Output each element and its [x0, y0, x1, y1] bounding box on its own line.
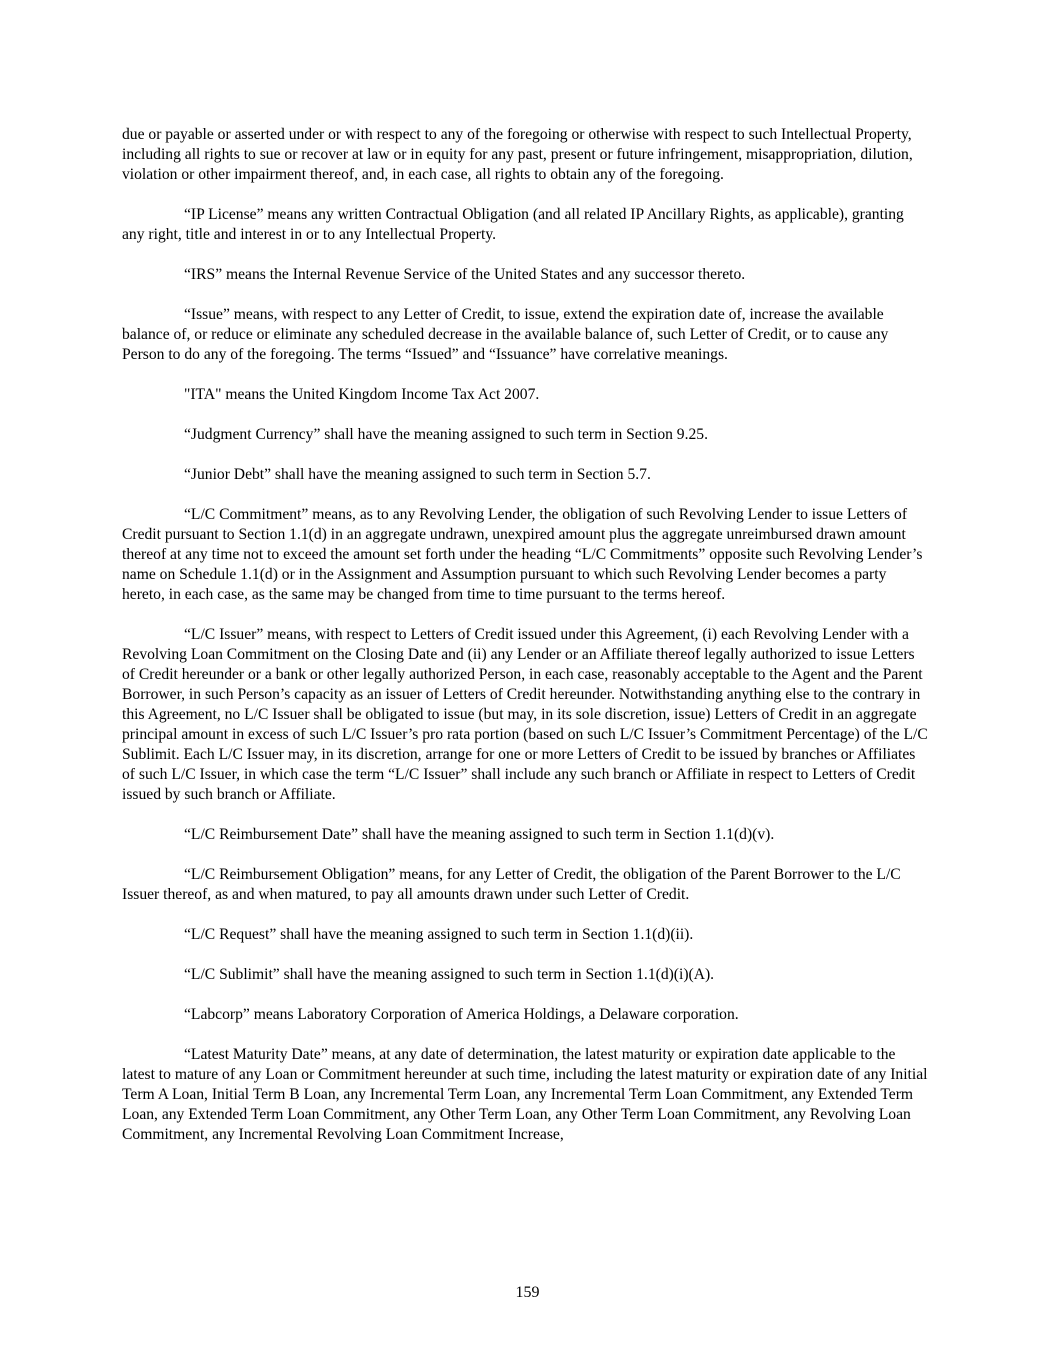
- definition-lc-commitment: “L/C Commitment” means, as to any Revolving Lender, the obligation of such Revolving Lender to issue Letters of Credit pursuant to Section 1.1(d) in an aggregate undrawn, unexpired amount plus the aggregate unreimbursed drawn amount thereof at any time not to exceed the amount set forth under the heading “L/C Commitments” opposite such Revolving Lender’s name on Schedule 1.1(d) or in the Assignment and Assumption pursuant to which such Revolving Lender becomes a party hereto, in each case, as the same may be changed from time to time pursuant to the terms hereof.: [122, 506, 923, 603]
- definition-ita: "ITA" means the United Kingdom Income Tax Act 2007.: [184, 386, 540, 403]
- definition-lc-reimbursement-date: “L/C Reimbursement Date” shall have the meaning assigned to such term in Section 1.1(d)(v).: [184, 826, 775, 843]
- page-number: 159: [515, 1284, 540, 1301]
- definition-latest-maturity-date: “Latest Maturity Date” means, at any date of determination, the latest maturity or expiration date applicable to the latest to mature of any Loan or Commitment hereunder at such time, including the latest maturity or expiration date of any Initial Term A Loan, Initial Term B Loan, any Incremental Term Loan, any Incremental Term Loan Commitment, any Extended Term Loan, any Extended Term Loan Commitment, any Other Term Loan, any Other Term Loan Commitment, any Revolving Loan Commitment, any Incremental Revolving Loan Commitment Increase,: [122, 1046, 928, 1143]
- definition-ip-license: “IP License” means any written Contractual Obligation (and all related IP Ancillary Rights, as applicable), granting any right, title and interest in or to any Intellectual Property.: [122, 206, 904, 243]
- definition-lc-request: “L/C Request” shall have the meaning assigned to such term in Section 1.1(d)(ii).: [184, 926, 694, 943]
- definition-junior-debt: “Junior Debt” shall have the meaning assigned to such term in Section 5.7.: [184, 466, 651, 483]
- definition-lc-reimbursement-obligation: “L/C Reimbursement Obligation” means, for any Letter of Credit, the obligation of the Parent Borrower to the L/C Issuer thereof, as and when matured, to pay all amounts drawn under such Letter of Credit.: [122, 866, 901, 903]
- definition-labcorp: “Labcorp” means Laboratory Corporation of America Holdings, a Delaware corporation.: [184, 1006, 739, 1023]
- definition-irs: “IRS” means the Internal Revenue Service of the United States and any successor thereto.: [184, 266, 746, 283]
- definition-lc-sublimit: “L/C Sublimit” shall have the meaning assigned to such term in Section 1.1(d)(i)(A).: [184, 966, 715, 983]
- document-page: [122, 125, 928, 1165]
- paragraph-continuation: due or payable or asserted under or with respect to any of the foregoing or otherwise with respect to such Intellectual Property, including all rights to sue or recover at law or in equity for any past, present or future infringement, misappropriation, dilution, violation or other impairment thereof, and, in each case, all rights to obtain any of the foregoing.: [122, 126, 913, 183]
- definition-lc-issuer: “L/C Issuer” means, with respect to Letters of Credit issued under this Agreement, (i) each Revolving Lender with a Revolving Loan Commitment on the Closing Date and (ii) any Lender or an Affiliate thereof legally authorized to issue Letters of Credit hereunder or a bank or other legally authorized Person, in each case, reasonably acceptable to the Agent and the Parent Borrower, in such Person’s capacity as an issuer of Letters of Credit hereunder. Notwithstanding anything else to the contrary in this Agreement, no L/C Issuer shall be obligated to issue (but may, in its sole discretion, issue) Letters of Credit in an aggregate principal amount in excess of such L/C Issuer’s pro rata portion (based on such L/C Issuer’s Commitment Percentage) of the L/C Sublimit. Each L/C Issuer may, in its discretion, arrange for one or more Letters of Credit to be issued by branches or Affiliates of such L/C Issuer, in which case the term “L/C Issuer” shall include any such branch or Affiliate in respect to Letters of Credit issued by such branch or Affiliate.: [122, 626, 928, 803]
- definition-issue: “Issue” means, with respect to any Letter of Credit, to issue, extend the expiration date of, increase the available balance of, or reduce or eliminate any scheduled decrease in the available balance of, such Letter of Credit, or to cause any Person to do any of the foregoing. The terms “Issued” and “Issuance” have correlative meanings.: [122, 306, 889, 363]
- definition-judgment-currency: “Judgment Currency” shall have the meaning assigned to such term in Section 9.25.: [184, 426, 708, 443]
